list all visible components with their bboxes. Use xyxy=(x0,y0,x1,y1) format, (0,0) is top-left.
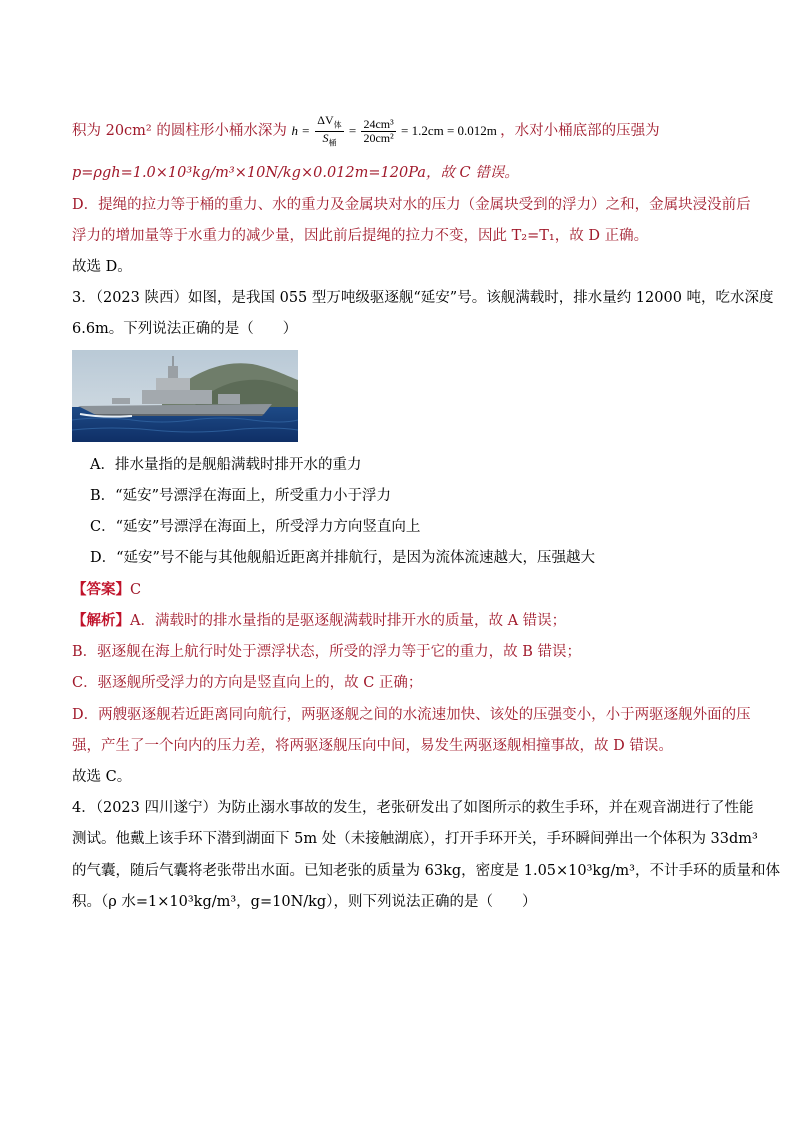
q3-analysis-line-3: C．驱逐舰所受浮力的方向是竖直向上的，故 C 正确； xyxy=(72,675,423,691)
q3-option-d: D．“延安”号不能与其他舰船近距离并排航行，是因为流体流速越大，压强越大 xyxy=(90,550,595,566)
q3-option-a: A．排水量指的是舰船满载时排开水的重力 xyxy=(90,457,362,473)
destroyer-photo xyxy=(72,350,298,442)
solution-line-3: D．提绳的拉力等于桶的重力、水的重力及金属块对水的压力（金属块受到的浮力）之和，金属块浸没前后 xyxy=(72,197,751,213)
q3-option-b: B．“延安”号漂浮在海面上，所受重力小于浮力 xyxy=(90,488,391,504)
frac-den: S xyxy=(322,131,329,146)
q3-conclusion: 故选 C。 xyxy=(72,769,132,785)
frac-num-sub: 体 xyxy=(333,120,342,130)
formula-eq: = xyxy=(348,122,357,138)
answer-value: C xyxy=(130,582,142,598)
fraction-volume-area xyxy=(315,114,343,150)
q3-analysis-line-5: 强，产生了一个向内的压力差，将两驱逐舰压向中间，易发生两驱逐舰相撞事故，故 D 错误。 xyxy=(72,738,673,754)
formula-result: = 1.2cm = 0.012m xyxy=(401,122,497,138)
formula-h: h = xyxy=(291,122,310,138)
q4-line-4: 积。（ρ 水=1×10³kg/m³，g=10N/kg），则下列说法正确的是（ ） xyxy=(72,894,537,910)
q4-line-3: 的气囊，随后气囊将老张带出水面。已知老张的质量为 63kg，密度是 1.05×10³kg/m³，不计手环的质量和体 xyxy=(72,863,780,879)
q3-answer xyxy=(72,580,724,600)
frac2-den: 20cm² xyxy=(363,131,394,146)
solution-line-1 xyxy=(72,114,724,150)
frac2-num: 24cm³ xyxy=(363,117,394,132)
q3-stem-line-2: 6.6m。下列说法正确的是（ ） xyxy=(72,321,298,337)
frac-num: ΔV xyxy=(317,113,334,127)
analysis-text: A．满载时的排水量指的是驱逐舰满载时排开水的质量，故 A 错误； xyxy=(130,613,567,629)
q3-stem-line-1: 3．（2023 陕西）如图，是我国 055 型万吨级驱逐舰“延安”号。该舰满载时，排水量约 12000 吨，吃水深度 xyxy=(72,290,774,306)
solution-conclusion: 故选 D。 xyxy=(72,259,132,275)
q3-analysis-line-1 xyxy=(72,611,724,631)
destroyer-ship-illustration xyxy=(72,350,298,442)
q3-analysis-line-2: B．驱逐舰在海上航行时处于漂浮状态，所受的浮力等于它的重力，故 B 错误； xyxy=(72,644,582,660)
analysis-label: 【解析】 xyxy=(72,612,130,629)
q3-option-c: C．“延安”号漂浮在海面上，所受浮力方向竖直向上 xyxy=(90,519,421,535)
solution-text-suffix: ，水对小桶底部的压强为 xyxy=(500,122,660,139)
fraction-values xyxy=(361,118,395,145)
frac-den-sub: 桶 xyxy=(328,138,337,148)
q3-analysis-line-4: D．两艘驱逐舰若近距离同向航行，两驱逐舰之间的水流速加快、该处的压强变小，小于两驱逐舰外面的压 xyxy=(72,707,751,723)
solution-line-2: p=ρgh=1.0×10³kg/m³×10N/kg×0.012m=120Pa，故 C 错误。 xyxy=(72,165,519,181)
q4-line-1: 4．（2023 四川遂宁）为防止溺水事故的发生，老张研发出了如图所示的救生手环，并在观音湖进行了性能 xyxy=(72,800,754,816)
answer-label: 【答案】 xyxy=(72,581,130,598)
q4-line-2: 测试。他戴上该手环下潜到湖面下 5m 处（未接触湖底），打开手环开关，手环瞬间弹出一个体积为 33dm³ xyxy=(72,831,758,847)
solution-line-4: 浮力的增加量等于水重力的减少量，因此前后提绳的拉力不变，因此 T₂=T₁，故 D 正确。 xyxy=(72,228,649,244)
solution-text: 积为 20cm² 的圆柱形小桶水深为 xyxy=(72,122,287,139)
